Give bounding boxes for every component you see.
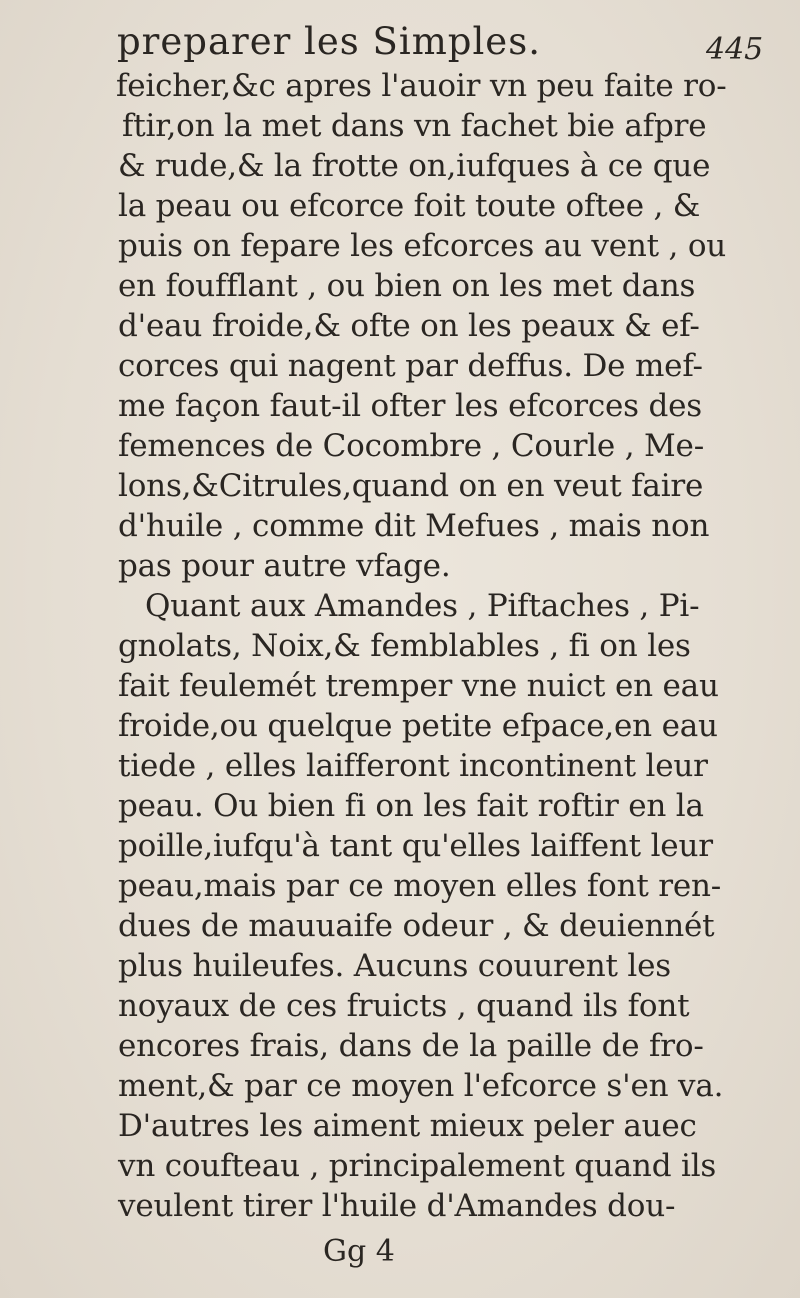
text-line: peau,mais par ce moyen elles font ren- [118, 868, 722, 904]
text-line: vn coufteau , principalement quand ils [118, 1148, 717, 1184]
footer [0, 1232, 800, 1272]
page-number: 445 [706, 32, 764, 67]
text-line: & rude,& la frotte on,iufques à ce que [118, 148, 711, 184]
text-line: gnolats, Noix,& femblables , fi on les [118, 628, 691, 664]
text-line: veulent tirer l'huile d'Amandes dou- [118, 1188, 676, 1224]
text-line: encores frais, dans de la paille de fro- [118, 1028, 704, 1064]
text-line: corces qui nagent par deffus. De mef- [118, 348, 703, 384]
text-line: ftir,on la met dans vn fachet bie afpre [122, 108, 707, 144]
text-line: fait feulemét tremper vne nuict en eau [118, 668, 719, 704]
text-line: ment,& par ce moyen l'efcorce s'en va. [118, 1068, 724, 1104]
text-line: la peau ou efcorce foit toute oftee , & [118, 188, 701, 224]
text-line: me façon faut-il ofter les efcorces des [118, 388, 703, 424]
text-line: tiede , elles laifferont incontinent leur [118, 748, 708, 784]
text-line: plus huileufes. Aucuns couurent les [118, 948, 671, 984]
text-line: Quant aux Amandes , Piftaches , Pi- [145, 588, 700, 624]
text-line: puis on fepare les efcorces au vent , ou [118, 228, 727, 264]
text-line: femences de Cocombre , Courle , Me- [118, 428, 704, 464]
signature-mark: Gg 4 [323, 1234, 395, 1269]
page-header [0, 16, 800, 68]
running-head: preparer les Simples. [117, 20, 541, 63]
text-line: d'huile , comme dit Mefues , mais non [118, 508, 710, 544]
text-line: lons,&Citrules,quand on en veut faire [118, 468, 704, 504]
text-line: noyaux de ces fruicts , quand ils font [118, 988, 690, 1024]
text-line: pas pour autre vfage. [118, 548, 451, 584]
text-line: poille,iufqu'à tant qu'elles laiffent leur [118, 828, 713, 864]
text-line: en foufflant , ou bien on les met dans [118, 268, 696, 304]
text-line: peau. Ou bien fi on les fait roftir en la [118, 788, 704, 824]
text-line: D'autres les aiment mieux peler auec [118, 1108, 697, 1144]
text-line: froide,ou quelque petite efpace,en eau [118, 708, 718, 744]
text-line: dues de mauuaife odeur , & deuiennét [118, 908, 715, 944]
text-line: d'eau froide,& ofte on les peaux & ef- [118, 308, 700, 344]
text-line: feicher,&c apres l'auoir vn peu faite ro- [116, 68, 727, 104]
